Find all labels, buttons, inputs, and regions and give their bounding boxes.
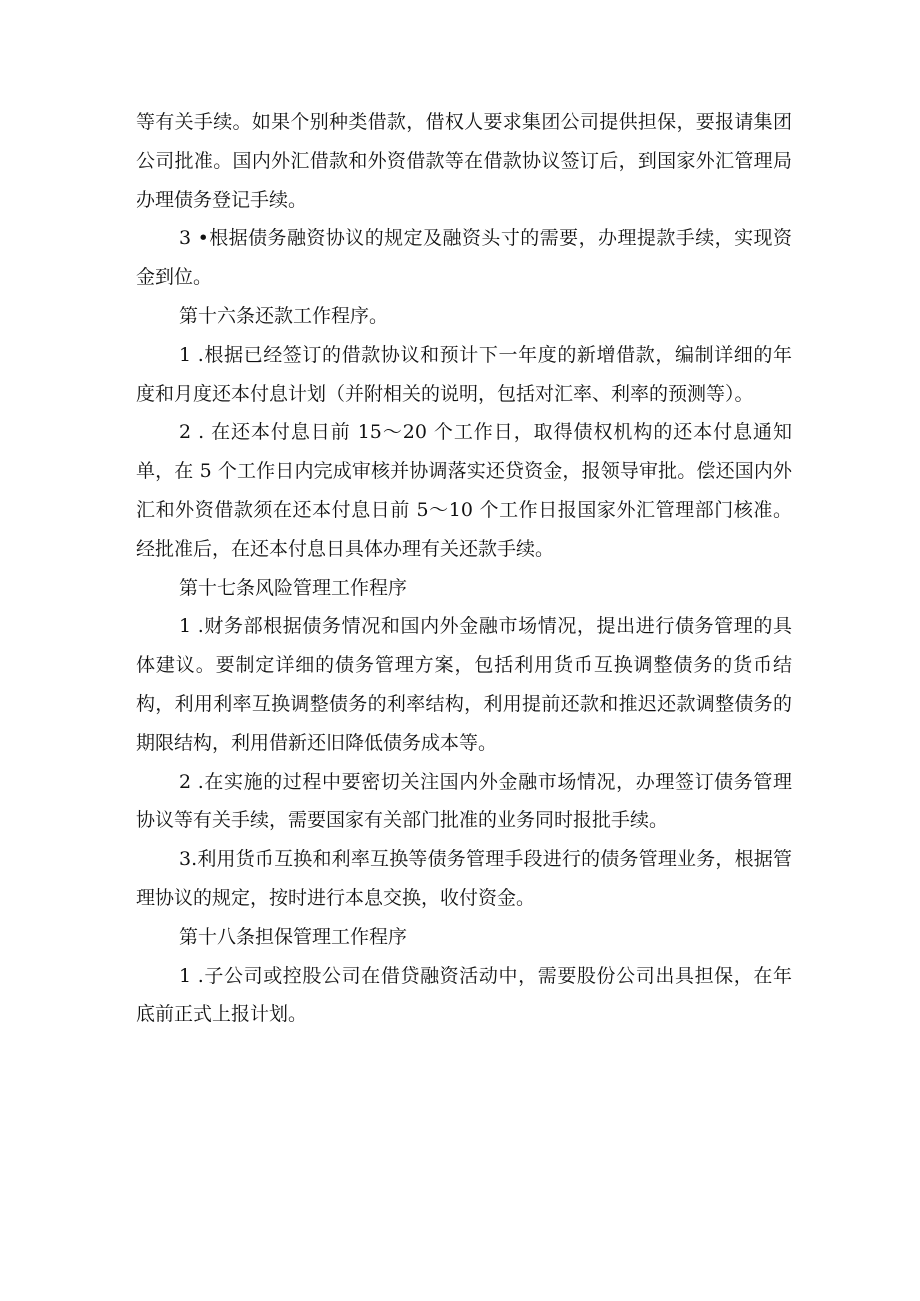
paragraph-1: 等有关手续。如果个别种类借款，借权人要求集团公司提供担保，要报请集团公司批准。国内外汇借款和外资借款等在借款协议签订后，到国家外汇管理局办理债务登记手续。 (136, 111, 792, 211)
paragraph-7: 1 .财务部根据债务情况和国内外金融市场情况，提出进行债务管理的具体建议。要制定详细的债务管理方案，包括利用货币互换调整债务的货币结构，利用利率互换调整债务的利率结构，利用提前还款和推迟还款调整债务的期限结构，利用借新还旧降低债务成本等。 (136, 615, 792, 754)
paragraph-9: 3.利用货币互换和利率互换等债务管理手段进行的债务管理业务，根据管理协议的规定，按时进行本息交换，收付资金。 (136, 848, 792, 909)
document-body (136, 103, 792, 1034)
paragraph-2: 3 •根据债务融资协议的规定及融资头寸的需要，办理提款手续，实现资金到位。 (136, 227, 792, 289)
paragraph-8: 2 .在实施的过程中要密切关注国内外金融市场情况，办理签订债务管理协议等有关手续，需要国家有关部门批准的业务同时报批手续。 (136, 770, 792, 832)
paragraph-4: 1 .根据已经签订的借款协议和预计下一年度的新增借款，编制详细的年度和月度还本付息计划（并附相关的说明，包括对汇率、利率的预测等）。 (136, 343, 792, 405)
article-16-heading: 第十六条还款工作程序。 (179, 304, 389, 327)
article-17-heading: 第十七条风险管理工作程序 (179, 576, 408, 599)
paragraph-5: 2 . 在还本付息日前 15～20 个工作日，取得债权机构的还本付息通知单，在 5 个工作日内完成审核并协调落实还贷资金，报领导审批。偿还国内外汇和外资借款须在还本付息日前 5～10 个工作日报国家外汇管理部门核准。经批准后，在还本付息日具体办理有关还款手续。 (136, 421, 792, 560)
article-18-heading: 第十八条担保管理工作程序 (179, 925, 408, 948)
paragraph-11: 1 .子公司或控股公司在借贷融资活动中，需要股份公司出具担保，在年底前正式上报计划。 (136, 964, 792, 1026)
